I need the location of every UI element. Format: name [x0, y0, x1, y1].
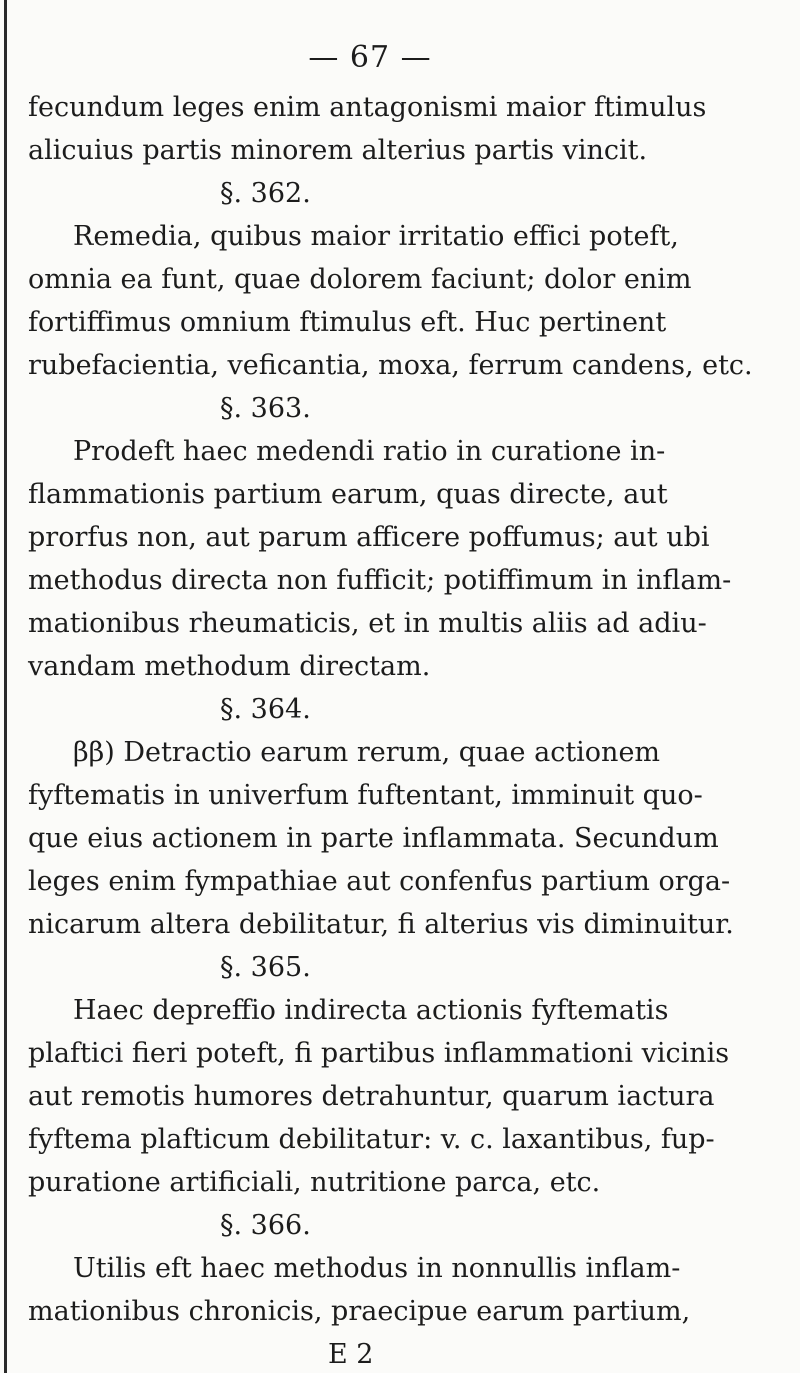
- text-line: fortiffimus omnium ftimulus eft. Huc pertinent: [28, 307, 667, 338]
- section-heading: §. 365.: [220, 952, 311, 983]
- text-line: fyftema plafticum debilitatur: v. c. laxantibus, fup-: [28, 1124, 715, 1155]
- text-line: fecundum leges enim antagonismi maior ftimulus: [28, 92, 707, 123]
- text-line: methodus directa non fufficit; potiffimum in inflam-: [28, 565, 732, 596]
- text-line: vandam methodum directam.: [28, 651, 431, 682]
- section-heading: §. 366.: [220, 1210, 311, 1241]
- paragraph-first-line: Utilis eft haec methodus in nonnullis inflam-: [73, 1253, 681, 1284]
- text-line: mationibus chronicis, praecipue earum partium,: [28, 1296, 691, 1327]
- binding-edge: [4, 0, 7, 1373]
- paragraph-first-line: Remedia, quibus maior irritatio effici poteft,: [73, 221, 679, 252]
- section-heading: §. 363.: [220, 393, 311, 424]
- text-line: rubefacientia, veficantia, moxa, ferrum candens, etc.: [28, 350, 753, 381]
- text-line: mationibus rheumaticis, et in multis aliis ad adiu-: [28, 608, 707, 639]
- section-heading: §. 362.: [220, 178, 311, 209]
- text-line: que eius actionem in parte inflammata. Secundum: [28, 823, 719, 854]
- text-line: nicarum altera debilitatur, fi alterius vis diminuitur.: [28, 909, 734, 940]
- signature-mark: E 2: [328, 1339, 374, 1370]
- paragraph-first-line: Prodeft haec medendi ratio in curatione in-: [73, 436, 666, 467]
- text-line: alicuius partis minorem alterius partis vincit.: [28, 135, 648, 166]
- text-line: leges enim fympathiae aut confenfus partium orga-: [28, 866, 731, 897]
- text-line: aut remotis humores detrahuntur, quarum iactura: [28, 1081, 715, 1112]
- paragraph-first-line: Haec depreffio indirecta actionis fyftematis: [73, 995, 669, 1026]
- page-number-header: — 67 —: [308, 40, 432, 75]
- text-line: plaftici fieri poteft, fi partibus inflammationi vicinis: [28, 1038, 730, 1069]
- text-line: puratione artificiali, nutritione parca, etc.: [28, 1167, 601, 1198]
- section-heading: §. 364.: [220, 694, 311, 725]
- text-line: flammationis partium earum, quas directe, aut: [28, 479, 668, 510]
- paragraph-first-line: ββ) Detractio earum rerum, quae actionem: [73, 737, 661, 768]
- text-line: fyftematis in univerfum fuftentant, imminuit quo-: [28, 780, 703, 811]
- body-text: [28, 86, 788, 1376]
- text-line: omnia ea funt, quae dolorem faciunt; dolor enim: [28, 264, 692, 295]
- text-line: prorfus non, aut parum afficere poffumus; aut ubi: [28, 522, 710, 553]
